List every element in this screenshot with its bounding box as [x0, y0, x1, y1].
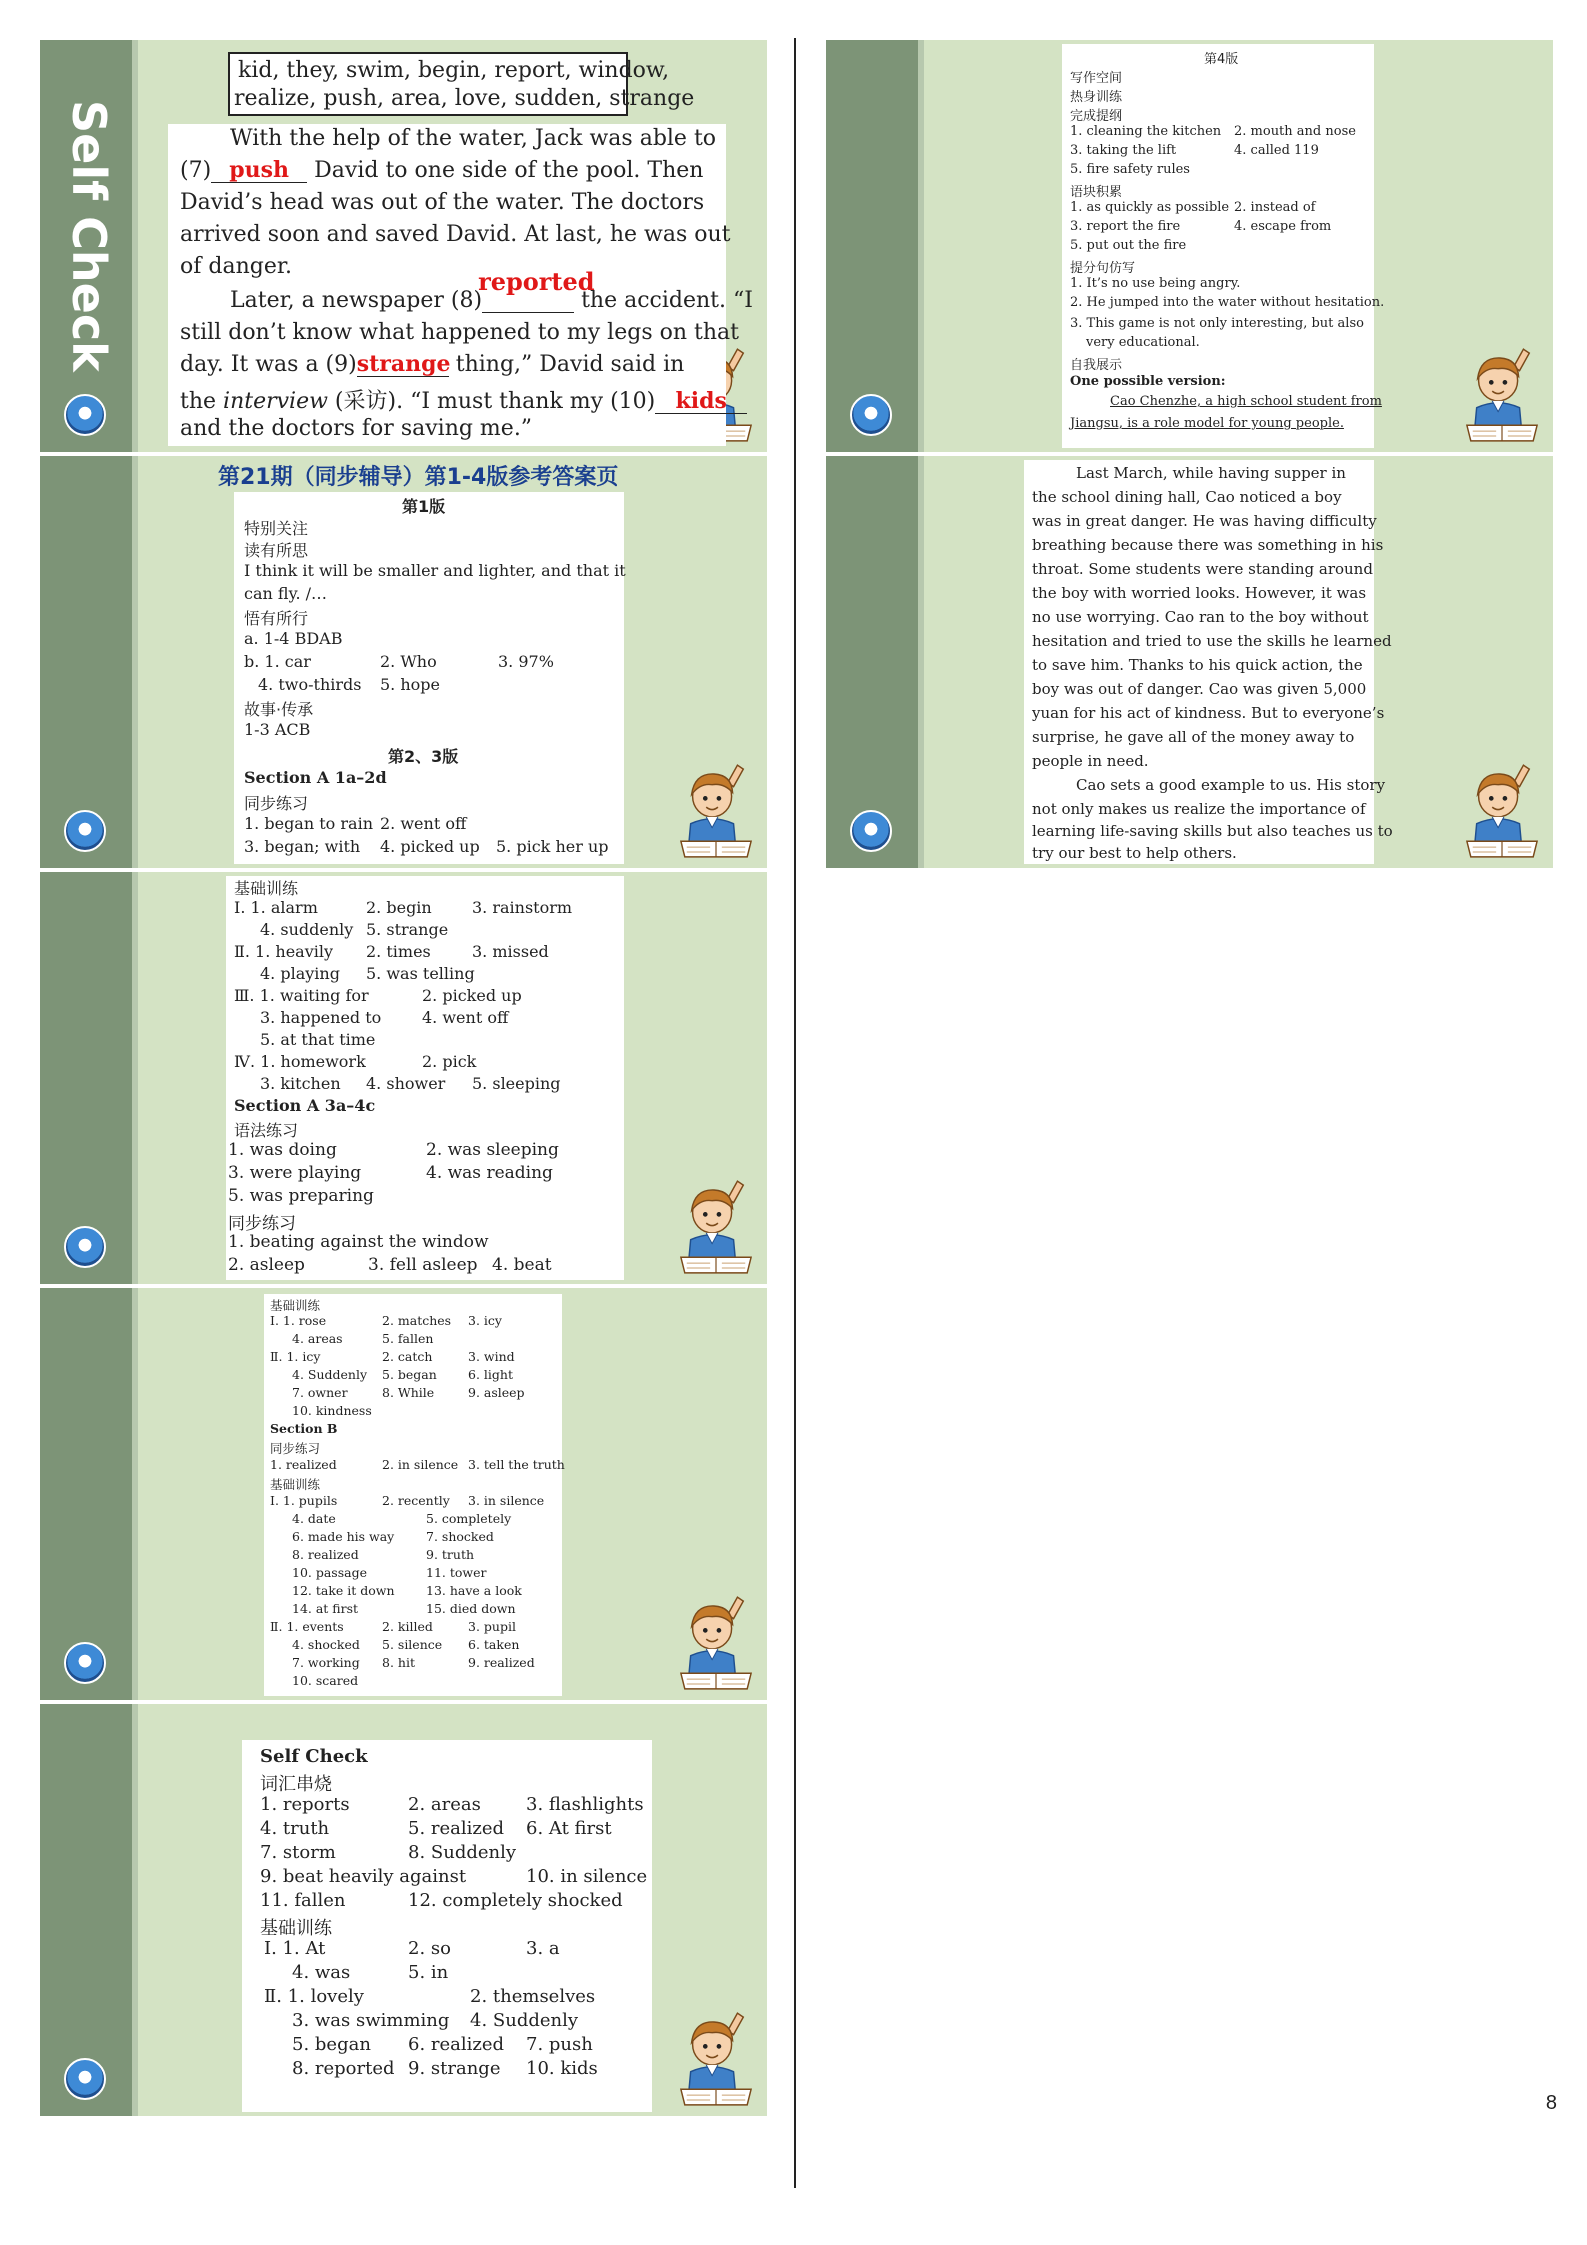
- answer-card: [242, 1740, 652, 2112]
- answer-line: 3. were playing: [228, 1163, 362, 1183]
- answer-line: 2. themselves: [470, 1986, 596, 2007]
- answer-line: b. 1. car: [244, 652, 311, 671]
- slide-sidebar: [40, 1704, 138, 2116]
- answer-line: 2. times: [366, 942, 431, 961]
- answer-line: 6. light: [468, 1367, 513, 1382]
- answer-line: 3. 97%: [498, 652, 554, 671]
- slide-answer-key-page3: [40, 1288, 767, 1700]
- essay-line: Jiangsu, is a role model for young people.: [1070, 416, 1344, 431]
- passage-line: still don’t know what happened to my legs on that: [180, 320, 739, 345]
- answer-line: 4. shocked: [292, 1637, 360, 1652]
- answer-line: 2. begin: [366, 898, 432, 917]
- answer-line: 5. pick her up: [496, 837, 609, 856]
- passage-line: With the help of the water, Jack was able to: [230, 126, 717, 151]
- answer-line: 3. began; with: [244, 837, 361, 856]
- column-divider: [794, 38, 796, 2188]
- answer-line: 5. fire safety rules: [1070, 162, 1190, 177]
- slide-answer-key-page2: [40, 872, 767, 1284]
- answer-line: 4. Suddenly: [470, 2010, 579, 2031]
- answer-line: 11. fallen: [260, 1890, 346, 1911]
- answer-line: 13. have a look: [426, 1583, 522, 1598]
- answer-line: 3. rainstorm: [472, 898, 573, 917]
- logo-icon: [64, 1642, 106, 1684]
- answer-line: 2. went off: [380, 814, 467, 833]
- answer-line: 4. playing: [260, 964, 340, 983]
- student-reading-icon: [677, 2010, 755, 2110]
- answer-line: Ⅳ. 1. homework: [234, 1052, 366, 1071]
- essay-line: yuan for his act of kindness. But to everyone’s: [1032, 704, 1385, 722]
- slide-answer-key-page1: [40, 456, 767, 868]
- answer-line: 1. began to rain: [244, 814, 373, 833]
- slide-self-check-cloze: [40, 40, 767, 452]
- answer-line: 5. in: [408, 1962, 449, 1983]
- section-heading: Section A 1a–2d: [244, 768, 387, 787]
- answer-line: 5. fallen: [382, 1331, 434, 1346]
- answer-line: 5. put out the fire: [1070, 238, 1187, 253]
- section-heading: 特别关注: [244, 519, 309, 538]
- answer-line: I think it will be smaller and lighter, and that it: [244, 561, 626, 580]
- student-reading-icon: [677, 762, 755, 862]
- section-heading: 故事·传承: [244, 700, 314, 719]
- answer-line: 9. asleep: [468, 1385, 525, 1400]
- answer-line: Ⅱ. 1. lovely: [264, 1986, 364, 2007]
- answer-line: 2. Who: [380, 652, 437, 671]
- answer-line: 4. shower: [366, 1074, 446, 1093]
- section-heading: 语块积累: [1070, 185, 1123, 200]
- answer-line: 12. take it down: [292, 1583, 395, 1598]
- essay-line: no use worrying. Cao ran to the boy without: [1032, 608, 1369, 626]
- answer-line: 2. pick: [422, 1052, 477, 1071]
- logo-icon: [64, 394, 106, 436]
- edition-heading: 第2、3版: [388, 747, 459, 766]
- essay-line: surprise, he gave all of the money away to: [1032, 728, 1355, 746]
- answer-line: Ⅰ. 1. At: [264, 1938, 326, 1959]
- section-heading: 自我展示: [1070, 358, 1123, 373]
- answer-line: 9. strange: [408, 2058, 501, 2079]
- answer-line: 6. taken: [468, 1637, 520, 1652]
- section-heading: 写作空间: [1070, 71, 1123, 86]
- answer-line: 6. At first: [526, 1818, 612, 1839]
- essay-line: was in great danger. He was having difficulty: [1032, 512, 1377, 530]
- answer-line: 3. flashlights: [526, 1794, 644, 1815]
- answer-line: 10. kindness: [292, 1403, 372, 1418]
- answer-line: 5. hope: [380, 675, 440, 694]
- answer-line: 2. catch: [382, 1349, 433, 1364]
- essay-card: [1024, 460, 1393, 864]
- answer-line: Ⅰ. 1. rose: [270, 1313, 327, 1328]
- answer-line: 2. matches: [382, 1313, 452, 1328]
- answer-line: 7. working: [292, 1655, 360, 1670]
- answer-line: 10. scared: [292, 1673, 359, 1688]
- answer-line: 1. was doing: [228, 1140, 337, 1160]
- answer-line: 11. tower: [426, 1565, 487, 1580]
- answer-line: 4. was reading: [426, 1163, 553, 1183]
- answer-line: 1. cleaning the kitchen: [1070, 124, 1222, 139]
- answer-line: 4. two-thirds: [258, 675, 362, 694]
- answer-line: 4. picked up: [380, 837, 480, 856]
- essay-line: the boy with worried looks. However, it was: [1032, 584, 1367, 602]
- passage-line: the interview (采访). “I must thank my (10) kids: [180, 384, 747, 415]
- slide-sidebar: [40, 456, 138, 868]
- answer-line: 3. This game is not only interesting, but also: [1070, 316, 1364, 331]
- answer-line: 3. fell asleep: [368, 1255, 478, 1275]
- answer-line: very educational.: [1086, 335, 1200, 350]
- answer-line: 2. recently: [382, 1493, 450, 1508]
- answer-line: Ⅱ. 1. events: [270, 1619, 344, 1634]
- passage-line: and the doctors for saving me.”: [180, 416, 533, 441]
- passage-line: day. It was a (9)strange thing,” David said in: [180, 351, 685, 377]
- section-heading: One possible version:: [1070, 374, 1226, 389]
- answer-line: 3. tell the truth: [468, 1457, 565, 1472]
- answer-line: 2. killed: [382, 1619, 433, 1634]
- answer-line: 7. owner: [292, 1385, 348, 1400]
- page-title: 第21期（同步辅导）第1-4版参考答案页: [218, 465, 619, 490]
- answer-line: can fly. /…: [244, 584, 328, 603]
- essay-line: the school dining hall, Cao noticed a boy: [1032, 488, 1342, 506]
- answer-line: 4. areas: [292, 1331, 343, 1346]
- essay-line: breathing because there was something in his: [1032, 536, 1384, 554]
- answer-line: 1-3 ACB: [244, 720, 311, 739]
- section-heading: 基础训练: [234, 879, 299, 898]
- essay-line: to save him. Thanks to his quick action, the: [1032, 656, 1363, 674]
- answer-line: 9. truth: [426, 1547, 475, 1562]
- section-heading: 基础训练: [270, 1477, 321, 1492]
- answer-line: 5. realized: [408, 1818, 505, 1839]
- slide-self-check-answers: [40, 1704, 767, 2116]
- logo-icon: [64, 810, 106, 852]
- answer-line: 3. taking the lift: [1070, 143, 1177, 158]
- section-heading: 悟有所行: [244, 609, 309, 628]
- word-bank-box: [228, 52, 695, 116]
- section-heading: 同步练习: [228, 1214, 296, 1234]
- section-heading: 基础训练: [270, 1298, 321, 1313]
- section-heading: 同步练习: [270, 1441, 321, 1456]
- answer-line: 1. beating against the window: [228, 1232, 489, 1252]
- answer-line: Ⅰ. 1. alarm: [234, 898, 318, 917]
- answer-line: 9. beat heavily against: [260, 1866, 467, 1887]
- answer-line: Ⅲ. 1. waiting for: [234, 986, 369, 1005]
- answer-line: 7. storm: [260, 1842, 336, 1863]
- answer-line: 2. was sleeping: [426, 1140, 559, 1160]
- answer-card: [226, 876, 624, 1280]
- answer-line: 3. pupil: [468, 1619, 516, 1634]
- answer-blank-9: strange: [356, 351, 451, 377]
- slide-sidebar: [826, 456, 924, 868]
- section-heading: 同步练习: [244, 794, 309, 813]
- answer-line: 5. strange: [366, 920, 449, 939]
- answer-line: 15. died down: [426, 1601, 516, 1616]
- section-heading: 读有所思: [244, 541, 309, 560]
- answer-line: 5. sleeping: [472, 1074, 561, 1093]
- answer-line: 4. suddenly: [260, 920, 354, 939]
- answer-line: 5. began: [382, 1367, 437, 1382]
- essay-line: Cao Chenzhe, a high school student from: [1110, 394, 1382, 409]
- answer-line: 2. instead of: [1234, 200, 1316, 215]
- section-heading: Section B: [270, 1421, 338, 1436]
- answer-line: Ⅱ. 1. heavily: [234, 942, 334, 961]
- word-bank-line: kid, they, swim, begin, report, window,: [238, 58, 670, 83]
- word-bank-line: realize, push, area, love, sudden, strange: [234, 86, 695, 111]
- page-number: 8: [1545, 2092, 1557, 2114]
- answer-line: 10. kids: [526, 2058, 598, 2079]
- answer-line: 4. escape from: [1234, 219, 1332, 234]
- answer-line: 5. completely: [426, 1511, 512, 1526]
- answer-line: 7. shocked: [426, 1529, 494, 1544]
- answer-line: 5. was telling: [366, 964, 475, 983]
- cloze-passage: [168, 124, 753, 446]
- section-heading: 热身训练: [1070, 90, 1123, 105]
- passage-line: arrived soon and saved David. At last, he was out: [180, 222, 731, 247]
- answer-line: 4. went off: [422, 1008, 509, 1027]
- answer-line: 8. hit: [382, 1655, 415, 1670]
- answer-line: 4. Suddenly: [292, 1367, 368, 1382]
- answer-blank-10: kids: [655, 390, 747, 414]
- answer-blank-8: reported: [482, 289, 574, 313]
- answer-line: 6. realized: [408, 2034, 505, 2055]
- answer-line: 1. It’s no use being angry.: [1070, 276, 1241, 291]
- logo-icon: [64, 1226, 106, 1268]
- essay-line: try our best to help others.: [1032, 844, 1237, 862]
- answer-line: a. 1-4 BDAB: [244, 629, 343, 648]
- answer-line: 5. was preparing: [228, 1186, 374, 1206]
- section-heading: 完成提纲: [1070, 109, 1123, 124]
- answer-line: 8. realized: [292, 1547, 359, 1562]
- answer-line: 1. as quickly as possible: [1070, 200, 1230, 215]
- answer-line: 1. reports: [260, 1794, 350, 1815]
- slide-sidebar: [826, 40, 924, 452]
- essay-line: hesitation and tried to use the skills he learned: [1032, 632, 1392, 650]
- answer-card: [264, 1294, 565, 1696]
- answer-line: 2. picked up: [422, 986, 522, 1005]
- answer-line: 4. beat: [492, 1255, 552, 1275]
- slide-answer-key-page4: [826, 40, 1553, 452]
- answer-line: 8. While: [382, 1385, 435, 1400]
- student-reading-icon: [1463, 346, 1541, 446]
- answer-line: 4. was: [292, 1962, 351, 1983]
- answer-line: 2. He jumped into the water without hesitation.: [1070, 295, 1385, 310]
- section-heading: Self Check: [260, 1746, 368, 1767]
- answer-line: 3. was swimming: [292, 2010, 450, 2031]
- essay-line: Cao sets a good example to us. His story: [1076, 776, 1386, 794]
- passage-line: (7) push David to one side of the pool. Then: [180, 157, 704, 183]
- section-heading: 基础训练: [260, 1918, 332, 1939]
- answer-line: 2. so: [408, 1938, 451, 1959]
- answer-line: 2. mouth and nose: [1234, 124, 1356, 139]
- answer-line: 2. areas: [408, 1794, 481, 1815]
- section-heading: 提分句仿写: [1070, 261, 1136, 276]
- answer-line: 12. completely shocked: [408, 1890, 623, 1911]
- answer-line: 4. truth: [260, 1818, 330, 1839]
- answer-line: 3. a: [526, 1938, 560, 1959]
- answer-card: [1062, 44, 1385, 448]
- logo-icon: [64, 2058, 106, 2100]
- essay-line: Last March, while having supper in: [1076, 464, 1346, 482]
- student-reading-icon: [1463, 762, 1541, 862]
- answer-line: 6. made his way: [292, 1529, 395, 1544]
- answer-line: 8. Suddenly: [408, 1842, 517, 1863]
- section-heading: Section A 3a–4c: [234, 1096, 376, 1115]
- answer-line: 14. at first: [292, 1601, 359, 1616]
- answer-line: 4. date: [292, 1511, 336, 1526]
- answer-line: 5. began: [292, 2034, 371, 2055]
- slide-vertical-title: Self Check: [62, 100, 116, 372]
- answer-line: 9. realized: [468, 1655, 535, 1670]
- essay-line: throat. Some students were standing around: [1032, 560, 1373, 578]
- answer-line: 5. at that time: [260, 1030, 376, 1049]
- answer-line: 7. push: [526, 2034, 593, 2055]
- answer-line: Ⅰ. 1. pupils: [270, 1493, 338, 1508]
- answer-line: 2. in silence: [382, 1457, 459, 1472]
- answer-line: 3. kitchen: [260, 1074, 341, 1093]
- answer-line: 10. passage: [292, 1565, 367, 1580]
- essay-line: not only makes us realize the importance of: [1032, 800, 1366, 818]
- answer-line: Ⅱ. 1. icy: [270, 1349, 321, 1364]
- passage-line: of danger.: [180, 254, 292, 279]
- student-reading-icon: [677, 1178, 755, 1278]
- answer-line: 8. reported: [292, 2058, 395, 2079]
- answer-card: [234, 492, 624, 864]
- answer-line: 10. in silence: [526, 1866, 648, 1887]
- logo-icon: [850, 394, 892, 436]
- answer-line: 4. called 119: [1234, 143, 1319, 158]
- passage-line: David’s head was out of the water. The doctors: [180, 190, 705, 215]
- answer-line: 5. silence: [382, 1637, 443, 1652]
- answer-line: 3. missed: [472, 942, 549, 961]
- edition-heading: 第1版: [402, 497, 446, 516]
- answer-blank-7: push: [211, 159, 307, 183]
- slide-sidebar: [40, 1288, 138, 1700]
- answer-line: 2. asleep: [228, 1255, 305, 1275]
- essay-line: people in need.: [1032, 752, 1149, 770]
- answer-line: 3. in silence: [468, 1493, 545, 1508]
- slide-sidebar: [40, 872, 138, 1284]
- slide-model-essay: [826, 456, 1553, 868]
- answer-line: 1. realized: [270, 1457, 337, 1472]
- edition-heading: 第4版: [1204, 52, 1239, 67]
- logo-icon: [850, 810, 892, 852]
- answer-line: 3. wind: [468, 1349, 515, 1364]
- student-reading-icon: [677, 1594, 755, 1694]
- answer-line: 3. icy: [468, 1313, 502, 1328]
- answer-line: 3. happened to: [260, 1008, 382, 1027]
- essay-line: learning life-saving skills but also teaches us to: [1032, 822, 1393, 840]
- section-heading: 词汇串烧: [260, 1774, 332, 1795]
- passage-line: Later, a newspaper (8) reported the accident. “I: [230, 267, 753, 313]
- essay-line: boy was out of danger. Cao was given 5,000: [1032, 680, 1367, 698]
- answer-line: 3. report the fire: [1070, 219, 1181, 234]
- section-heading: 语法练习: [234, 1121, 299, 1140]
